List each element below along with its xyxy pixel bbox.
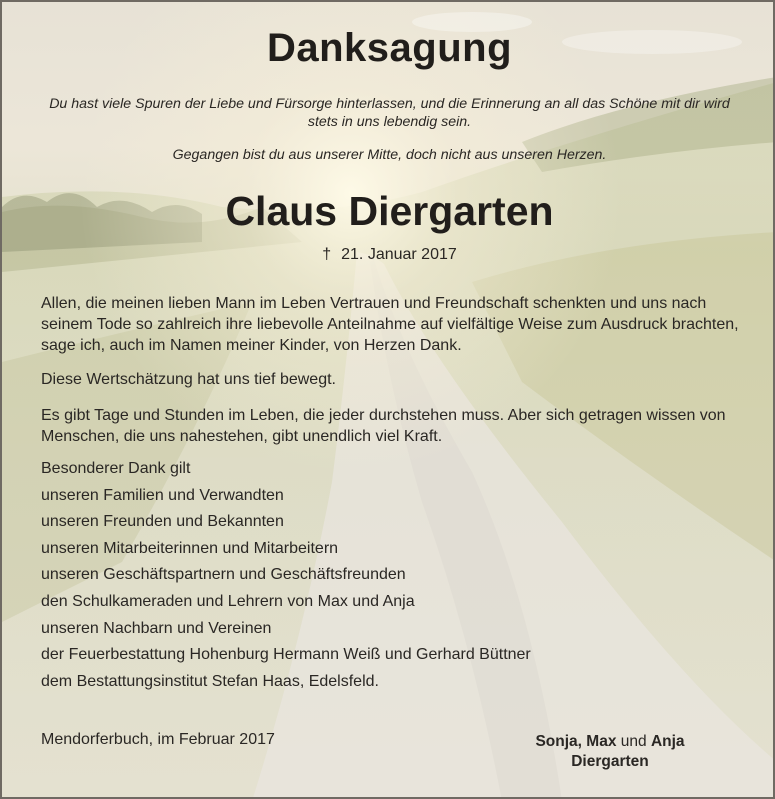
- death-line: [2, 246, 775, 264]
- death-date: 21. Januar 2017: [341, 246, 457, 263]
- verse-text-2: Gegangen bist du aus unserer Mitte, doch nicht aus unseren Herzen.: [172, 147, 607, 163]
- signature-surname: Diergarten: [571, 753, 649, 770]
- list-item: unseren Familien und Verwandten: [41, 486, 284, 504]
- list-item: unseren Mitarbeiterinnen und Mitarbeitern: [41, 539, 339, 557]
- heading: Danksagung: [266, 26, 513, 70]
- cross-icon: †: [322, 246, 332, 263]
- signature-names: Sonja, Max: [535, 733, 617, 750]
- place-date: Mendorferbuch, im Februar 2017: [41, 731, 275, 748]
- thanks-paragraph: Allen, die meinen lieben Mann im Leben Vertrauen und Freundschaft schenkten und uns nach seinem Tode so zahlreich ihre liebevolle Anteilnahme auf vielfältige Weise zum Ausdruck brachten, sage ich, auch im Namen meiner Kinder, von Herzen Dank.: [41, 295, 739, 354]
- thanks-list: [41, 458, 741, 697]
- signature-connector: und: [620, 733, 647, 750]
- list-item: der Feuerbestattung Hohenburg Hermann Weiß und Gerhard Büttner: [41, 646, 531, 664]
- list-item: dem Bestattungsinstitut Stefan Haas, Edelsfeld.: [41, 672, 379, 690]
- list-item: unseren Nachbarn und Vereinen: [41, 619, 272, 637]
- deceased-name: Claus Diergarten: [225, 188, 554, 234]
- signature: [522, 732, 698, 772]
- signature-last-first: Anja: [650, 733, 685, 750]
- signature-first-line: [522, 732, 698, 752]
- list-item: unseren Freunden und Bekannten: [41, 513, 284, 531]
- list-item: unseren Geschäftspartnern und Geschäftsfreunden: [41, 566, 406, 584]
- verse-text: Du hast viele Spuren der Liebe und Fürsorge hinterlassen, und die Erinnerung an all das Schöne mit dir wird stets in uns lebendig sein.: [49, 96, 730, 130]
- comfort-paragraph: Es gibt Tage und Stunden im Leben, die jeder durchstehen muss. Aber sich getragen wissen von Menschen, die uns nahestehen, gibt unendlich viel Kraft.: [41, 407, 726, 445]
- appreciation-paragraph: Diese Wertschätzung hat uns tief bewegt.: [41, 371, 336, 388]
- list-item: den Schulkameraden und Lehrern von Max und Anja: [41, 592, 415, 610]
- list-item: Besonderer Dank gilt: [41, 460, 191, 477]
- obituary-content: [2, 2, 775, 799]
